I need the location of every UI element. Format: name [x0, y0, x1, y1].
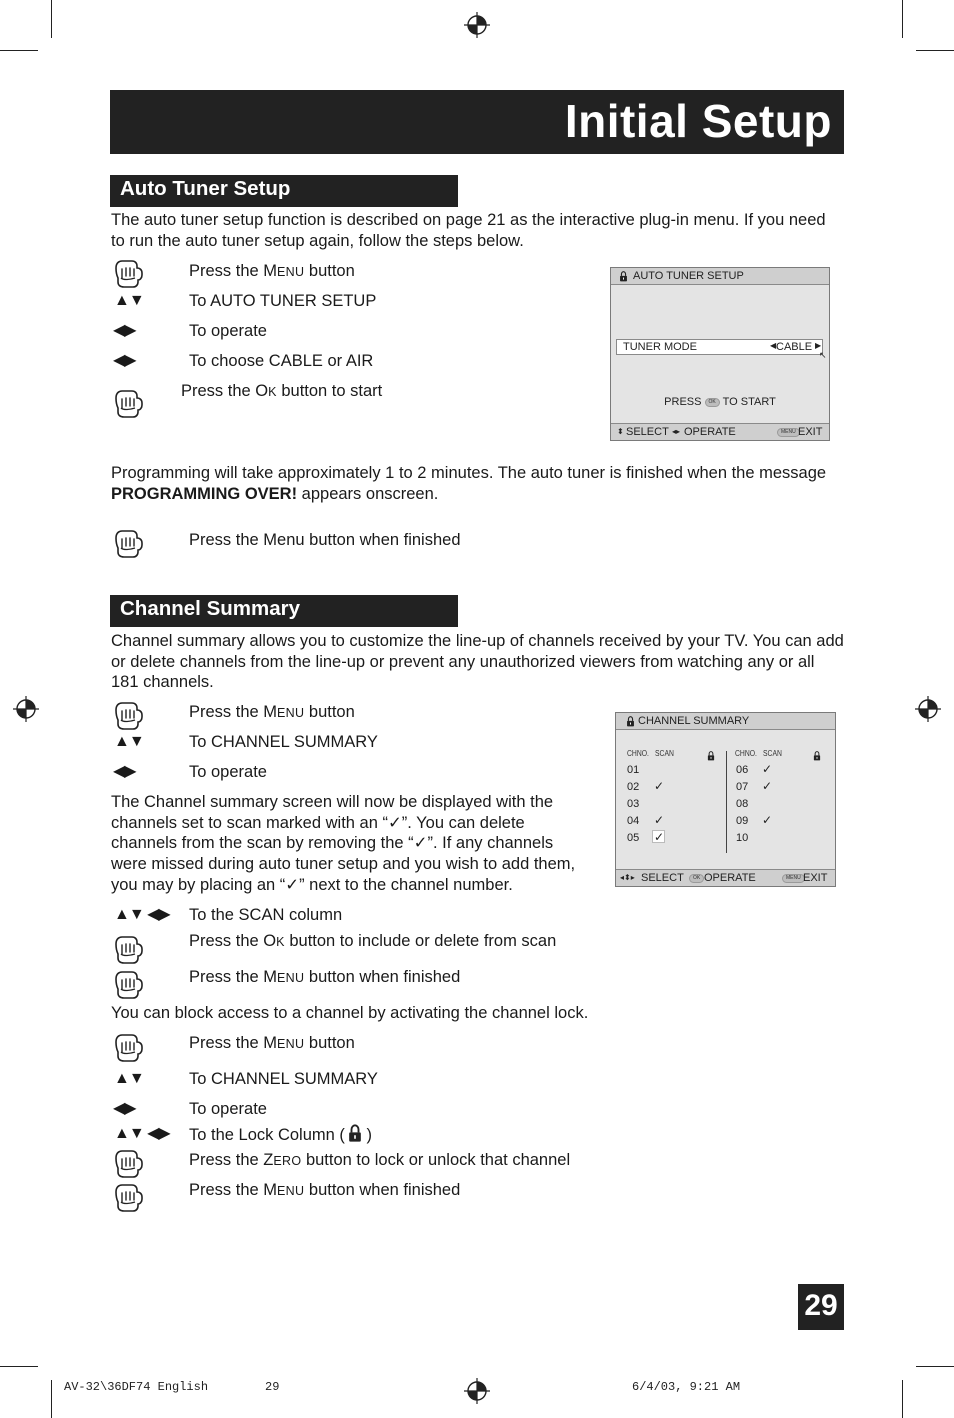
step-menu-finished: Press the MENU button when finished: [189, 968, 461, 986]
right-arrow-icon: ▶: [815, 341, 822, 350]
footer-filename: AV-32\36DF74 English: [64, 1380, 209, 1394]
menu-key-icon: MENU: [777, 428, 800, 437]
page-header: [110, 90, 844, 154]
lock-icon: [619, 271, 628, 282]
step-press-zero: Press the ZERO button to lock or unlock that channel: [189, 1151, 571, 1169]
hand-press-icon: [113, 969, 145, 1001]
osd-title-bar: [616, 713, 835, 730]
left-right-arrow-icon: ◂▸: [672, 427, 681, 436]
crop-mark: [902, 0, 903, 38]
channel-number: 08: [736, 798, 749, 810]
hand-press-icon: [113, 1182, 145, 1214]
section-heading-channel-summary: [110, 595, 458, 627]
four-way-arrows-icon: ▲▼ ◀▶: [114, 906, 170, 923]
press-ok-to-start: PRESS OK TO START: [664, 396, 776, 408]
hand-press-icon: [113, 934, 145, 966]
page-title: Initial Setup: [564, 95, 832, 147]
crop-mark: [0, 1366, 38, 1367]
up-down-arrow-icon: ⬍: [617, 427, 624, 436]
cursor-icon: ↖: [819, 350, 827, 360]
scan-checkmark: ✓: [762, 762, 773, 776]
crop-mark: [902, 1380, 903, 1418]
channel-number: 02: [627, 781, 640, 793]
hand-press-icon: [113, 1032, 145, 1064]
crop-mark: [916, 50, 954, 51]
registration-mark-icon: [13, 696, 39, 722]
up-down-arrows-icon: ▲▼: [114, 1070, 144, 1087]
lock-icon: [626, 716, 635, 727]
registration-mark-icon: [915, 696, 941, 722]
scan-checkmark: ✓: [654, 779, 665, 793]
channel-summary-intro: Channel summary allows you to customize the line-up of channels received by your TV. You can add or delete channels from the line-up or prevent any unauthorized viewers from watching any or all 181 channels.: [111, 632, 844, 692]
tuner-mode-row: [616, 339, 823, 355]
lock-icon: [813, 751, 821, 761]
step-choose-cable-air: To choose CABLE or AIR: [189, 352, 374, 370]
hand-press-icon: [113, 1148, 145, 1180]
scan-checkmark: ✓: [762, 813, 773, 827]
col-chno-header: CHNO.: [627, 749, 649, 758]
section-heading-auto-tuner: [110, 175, 458, 207]
scan-checkmark: ✓: [762, 779, 773, 793]
registration-mark-icon: [464, 12, 490, 38]
ok-key-icon: OK: [689, 874, 704, 883]
hand-press-icon: [113, 528, 145, 560]
step-to-operate: To operate: [189, 322, 267, 340]
step-to-operate: To operate: [189, 763, 267, 781]
col-scan-header: SCAN: [763, 749, 782, 758]
osd-title: AUTO TUNER SETUP: [633, 270, 744, 282]
col-scan-header: SCAN: [655, 749, 674, 758]
channel-number: 03: [627, 798, 640, 810]
hand-press-icon: [113, 388, 145, 420]
crop-mark: [51, 0, 52, 38]
page-number-box: [798, 1284, 844, 1330]
left-right-arrows-icon: ◀▶: [113, 763, 136, 780]
col-chno-header: CHNO.: [735, 749, 757, 758]
up-down-arrows-icon: ▲▼: [114, 733, 144, 750]
up-down-arrows-icon: ▲▼: [114, 292, 144, 309]
tuner-mode-label: TUNER MODE: [623, 341, 697, 353]
column-divider: [726, 751, 727, 853]
step-press-ok: Press the OK button to include or delete from scan: [189, 932, 557, 950]
step-press-menu: Press the MENU button: [189, 1034, 355, 1052]
lock-icon: [707, 751, 715, 761]
step-to-scan-column: To the SCAN column: [189, 906, 343, 924]
channel-number: 05: [627, 832, 640, 844]
ok-key-icon: OK: [705, 398, 720, 407]
left-arrow-icon: ◀: [770, 341, 777, 350]
footer-page: 29: [265, 1380, 280, 1394]
four-way-arrows-icon: ▲▼ ◀▶: [114, 1125, 170, 1142]
left-right-arrows-icon: ◀▶: [113, 352, 136, 369]
channel-number: 01: [627, 764, 640, 776]
step-press-menu: Press the MENU button: [189, 262, 355, 280]
step-to-channel-summary: To CHANNEL SUMMARY: [189, 1070, 378, 1088]
step-to-auto-tuner: To AUTO TUNER SETUP: [189, 292, 377, 310]
osd-title-bar: [611, 268, 829, 285]
auto-tuner-osd: [610, 267, 830, 441]
step-to-operate: To operate: [189, 1100, 267, 1118]
programming-note: Programming will take approximately 1 to 2 minutes. The auto tuner is finished when the message PROGRAMMING OVER! appears onscreen.: [111, 464, 827, 503]
step-menu-finished: Press the Menu button when finished: [189, 531, 461, 549]
step-press-menu: Press the MENU button: [189, 703, 355, 721]
four-way-arrow-icon: ◂⬍▸: [620, 873, 635, 882]
footer-date: 6/4/03, 9:21 AM: [632, 1380, 741, 1394]
section-title: Channel Summary: [120, 597, 300, 620]
channel-summary-body: The Channel summary screen will now be displayed with the channels set to scan marked with an “✓”. You can delete channels from the scan by removing the “✓”. If any channels were missed during auto tuner setup and you wish to add them, you may by placing an “✓” next to the channel number.: [111, 793, 576, 894]
hand-press-icon: [113, 700, 145, 732]
channel-number: 09: [736, 815, 749, 827]
left-right-arrows-icon: ◀▶: [113, 1100, 136, 1117]
channel-number: 04: [627, 815, 640, 827]
channel-number: 06: [736, 764, 749, 776]
channel-summary-osd: [615, 712, 836, 887]
channel-number: 10: [736, 832, 749, 844]
hand-press-icon: [113, 258, 145, 290]
osd-footer: ◂⬍▸ SELECT OK OPERATE MENU EXIT: [616, 869, 835, 886]
section-title: Auto Tuner Setup: [120, 177, 291, 200]
scan-checkmark: ✓: [654, 830, 665, 844]
osd-title: CHANNEL SUMMARY: [638, 715, 750, 727]
osd-footer: ⬍ SELECT ◂▸ OPERATE MENU EXIT: [611, 423, 829, 440]
lock-intro: You can block access to a channel by activating the channel lock.: [111, 1004, 589, 1022]
crop-mark: [51, 1380, 52, 1418]
registration-mark-icon: [464, 1378, 490, 1404]
menu-key-icon: MENU: [782, 874, 805, 883]
left-right-arrows-icon: ◀▶: [113, 322, 136, 339]
scan-checkmark: ✓: [654, 813, 665, 827]
page-number: 29: [804, 1289, 838, 1322]
crop-mark: [0, 50, 38, 51]
step-to-lock-column: To the Lock Column ( ): [189, 1126, 372, 1144]
auto-tuner-intro: The auto tuner setup function is described on page 21 as the interactive plug-in menu. If you need to run the auto tuner setup again, follow the steps below.: [111, 211, 826, 250]
lock-icon: [348, 1124, 362, 1143]
step-menu-finished: Press the MENU button when finished: [189, 1181, 461, 1199]
step-to-channel-summary: To CHANNEL SUMMARY: [189, 733, 378, 751]
step-press-ok: Press the OK button to start: [181, 382, 383, 400]
crop-mark: [916, 1366, 954, 1367]
tuner-mode-value: CABLE: [776, 341, 813, 353]
channel-number: 07: [736, 781, 749, 793]
